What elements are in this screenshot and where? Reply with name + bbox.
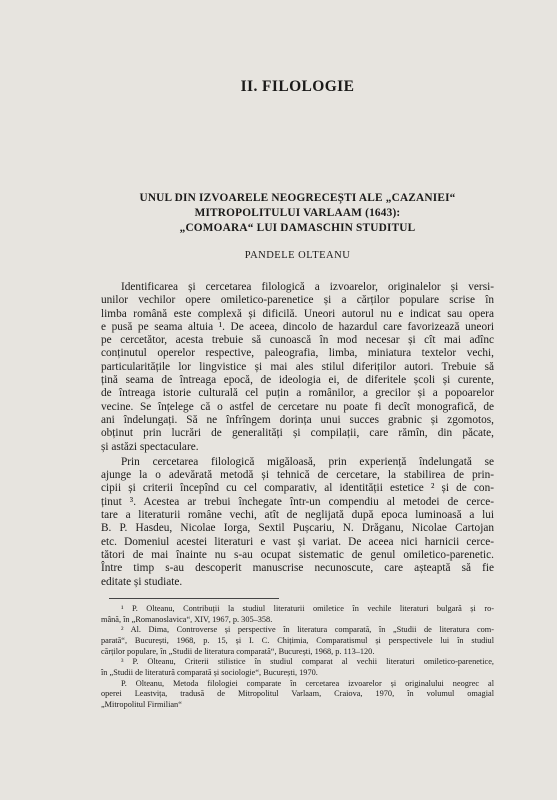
footnote-line: „Mitropolitul Firmilian“ — [101, 700, 182, 710]
title-line: UNUL DIN IZVOARELE NEOGRECEȘTI ALE „CAZANIEI“ — [139, 192, 456, 204]
footnote — [101, 657, 494, 678]
footnote-divider — [109, 598, 279, 599]
text-line: ajunge la o adevărată metodă și tehnică de cercetare, la stabilirea de prin- — [101, 469, 494, 482]
text-line: tare a literaturii române vechi, atît de neglijată după epoca luminoasă a lui — [101, 509, 494, 522]
text-line: editate și studiate. — [101, 575, 183, 588]
footnote — [101, 604, 494, 625]
text-line: unilor vechilor opere omiletico-parenetice și a cărților populare scrise în — [101, 294, 494, 307]
footnote-line: ¹ P. Olteanu, Contribuții la studiul literaturii omiletice în vechile literaturi bulgară și ro- — [121, 603, 494, 613]
text-line: vecine. Se înțelege că o astfel de cercetare nu poate fi decît monografică, de — [101, 400, 494, 413]
text-line: ani îndelungați. Să ne înfrîngem dorința unui succes grabnic și zgomotos, — [101, 413, 494, 426]
footnote-line: ² Al. Dima, Controverse și perspective în literatura comparată, în „Studii de literatura com- — [121, 625, 494, 635]
text-line: cipii și criterii începînd cu cel comparativ, al identității estetice ² și de con- — [101, 482, 494, 495]
footnote-line: în „Studii de literatură comparată și sociologie“, București, 1970. — [101, 668, 318, 678]
text-line: conținutul operelor respective, paleografia, limba, miniatura textelor vechi, — [101, 347, 494, 360]
text-line: Prin cercetarea filologică migăloasă, prin experiență îndelungată se — [121, 455, 494, 468]
text-line: Între timp s-au descoperit manuscrise necunoscute, care așteaptă să fie — [101, 562, 494, 575]
text-line: etc. Domeniul acestei literaturi e vast și variat. De aceea nici harnicii cerce- — [101, 535, 494, 548]
text-line: obținut prin lucrări de generalități și compilații, care rămîn, din păcate, — [101, 427, 494, 440]
text-line: Identificarea și cercetarea filologică a izvoarelor, originalelor și versi- — [121, 281, 494, 293]
text-line: limba română este complexă și dificilă. Uneori autorul nu e indicat sau opera — [101, 307, 494, 320]
footnote-line: parată“, București, 1968, p. 15, și I. C. Chițimia, Comparatismul și perspectivele lui în studiul — [101, 635, 494, 645]
text-line: țină seama de întreaga epocă, de ideologia ei, de diferitele școli și curente, — [101, 374, 494, 387]
footnote-line: cărților populare, în „Studii de literatura comparată“, București, 1968, p. 113–120. — [101, 646, 375, 656]
footnote-line: P. Olteanu, Metoda filologiei comparate în cercetarea izvoarelor și originalului neogrec al — [121, 678, 494, 688]
footnote-line: operei Leastvița, tradusă de Mitropolitul Varlaam, Craiova, 1970, în volumul omagial — [101, 689, 494, 699]
text-line: particularitățile lor lingvistice și mai ales stilul diferiților autori. Trebuie să — [101, 360, 494, 373]
text-line: pe cercetător, acesta trebuie să cunoască în mod necesar și cît mai adînc — [101, 334, 494, 347]
article-body — [101, 281, 494, 589]
title-line: MITROPOLITULUI VARLAAM (1643): — [194, 207, 401, 219]
footnote-line: ³ P. Olteanu, Criterii stilistice în studiul comparat al vechii literaturi omiletico-parenetice, — [121, 657, 494, 667]
text-line: și astăzi spectaculare. — [101, 440, 199, 453]
title-line: „COMOARA“ LUI DAMASCHIN STUDITUL — [179, 222, 416, 234]
text-line: ținut ³. Acestea ar trebui închegate într-un compendiu al metodei de cerce- — [101, 495, 494, 508]
footnote — [101, 625, 494, 657]
article-title — [101, 191, 494, 236]
paragraph — [101, 456, 494, 589]
paragraph — [101, 281, 494, 454]
text-line: e pusă pe seama altuia ¹. De aceea, dincolo de hazardul care favorizează uneori — [101, 320, 494, 333]
footnote-line: mână, în „Romanoslavica“, XIV, 1967, p. 305–358. — [101, 614, 273, 624]
footnote — [101, 679, 494, 711]
footnotes — [101, 604, 494, 711]
section-heading: II. FILOLOGIE — [240, 78, 355, 95]
text-line: tători de mai înainte nu s-au ocupat sistematic de genul omiletico-parenetic. — [101, 548, 494, 561]
author-name: PANDELE OLTEANU — [244, 250, 351, 261]
text-line: de întreaga istorie culturală cel puțin a românilor, a grecilor și a popoarelor — [101, 387, 494, 400]
text-line: B. P. Hasdeu, Nicolae Iorga, Sextil Pușcariu, N. Drăganu, Nicolae Cartojan — [101, 522, 494, 535]
